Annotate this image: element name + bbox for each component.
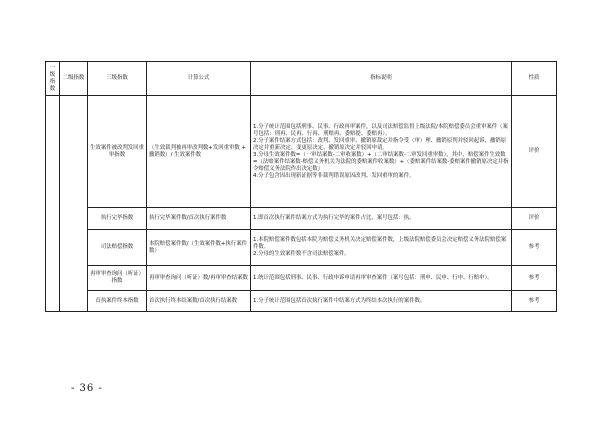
metrics-table	[45, 61, 557, 312]
description-line: 2.分子案件结案方式包括：改判、发回重审、撤销原裁定并指令受（审）理、撤销原判并驳回起诉、撤销原决定并重新决定、变更原决定、撤销原决定并驳回申请。	[253, 137, 507, 151]
formula-cell: 本院赔偿案件数/（生效案件数+执行案件数）	[147, 230, 251, 266]
nature-cell: 参考	[512, 230, 557, 266]
formula-cell: （生效裁判被再审改判数+发回重审数 + 撤销数）/ 生效案件数	[147, 96, 251, 208]
nature-cell: 参考	[512, 266, 557, 291]
description-line: 1.本院赔偿案件数包括本院为赔偿义务机关决定赔偿案件数，上级法院赔偿委员会决定赔偿义务法院赔偿案件数。	[253, 237, 507, 250]
table-row	[46, 96, 557, 208]
table-row	[46, 230, 557, 266]
header-level1: 一级指数	[46, 62, 60, 96]
nature-cell: 参考	[512, 291, 557, 312]
description-line: 1.分子统计范围包括首次执行案件中结案方式为终结本次执行的案件数。	[253, 297, 426, 304]
description-cell	[251, 208, 512, 230]
nature-cell: 评价	[512, 96, 557, 208]
table-row	[46, 291, 557, 312]
formula-cell: 首次执行终本结案数/首次执行结案数	[147, 291, 251, 312]
description-cell	[251, 96, 512, 208]
description-line: 1.统计范围包括刑事、民事、行政申诉申请再审审查案件（案号包括：刑申、民申、行申、行赔申）。	[253, 274, 493, 281]
header-description: 指标说明	[251, 62, 512, 96]
level3-cell: 司法赔偿指数	[88, 230, 147, 266]
description-line: 4.分子包含因出现新证据等非裁判错误原因改判、发回重审的案件。	[253, 172, 415, 179]
header-row	[46, 62, 557, 96]
level3-cell: 执行完毕指数	[88, 208, 147, 230]
header-level3: 三级指数	[88, 62, 147, 96]
table-row	[46, 266, 557, 291]
level3-cell: 首执案件终本指数	[88, 291, 147, 312]
description-line: 1.即首次执行案件结案方式为执行完毕的案件占比，案号包括：执。	[253, 215, 415, 221]
level2-cell-empty	[60, 96, 88, 312]
formula-cell: 执行完毕案件数/首次执行案件数	[147, 208, 251, 230]
description-cell	[251, 266, 512, 291]
description-cell	[251, 230, 512, 266]
formula-cell: 再审审查询问（听证）数/再审审查结案数	[147, 266, 251, 291]
header-level2: 二级指数	[60, 62, 88, 96]
level3-cell: 生效案件被改判发回重审指数	[88, 96, 147, 208]
description-line: 1.分子统计范围包括刑事、民事、行政再审案件，以及司法赔偿监督上级法院/本院赔偿委员会重审案件（案号包括：刑再、民再、行再、刑赔再、委赔提、委赔再）。	[253, 123, 508, 137]
level3-cell: 再审审查询问（听证）指数	[88, 266, 147, 291]
description-line: 3.分母生效案件数=（一审结案数-二审收案数）+（二审结案数-二审发回重审数），其中，赔偿案件生效数=（法赔案件结案数-赔偿义务机关为法院的委赔案件收案数）+（委赔案件结案数-委赔案件撤销原决定并指令赔偿义务法院作出决定数）	[253, 151, 509, 172]
level1-cell-empty	[46, 96, 60, 312]
header-nature: 性质	[512, 62, 557, 96]
nature-cell: 评价	[512, 208, 557, 230]
description-cell	[251, 291, 512, 312]
page-number: - 36 -	[71, 383, 103, 394]
header-formula: 计算公式	[147, 62, 251, 96]
description-line: 2.分母的生效案件数不含司法赔偿案件。	[253, 251, 350, 257]
table-row	[46, 208, 557, 230]
